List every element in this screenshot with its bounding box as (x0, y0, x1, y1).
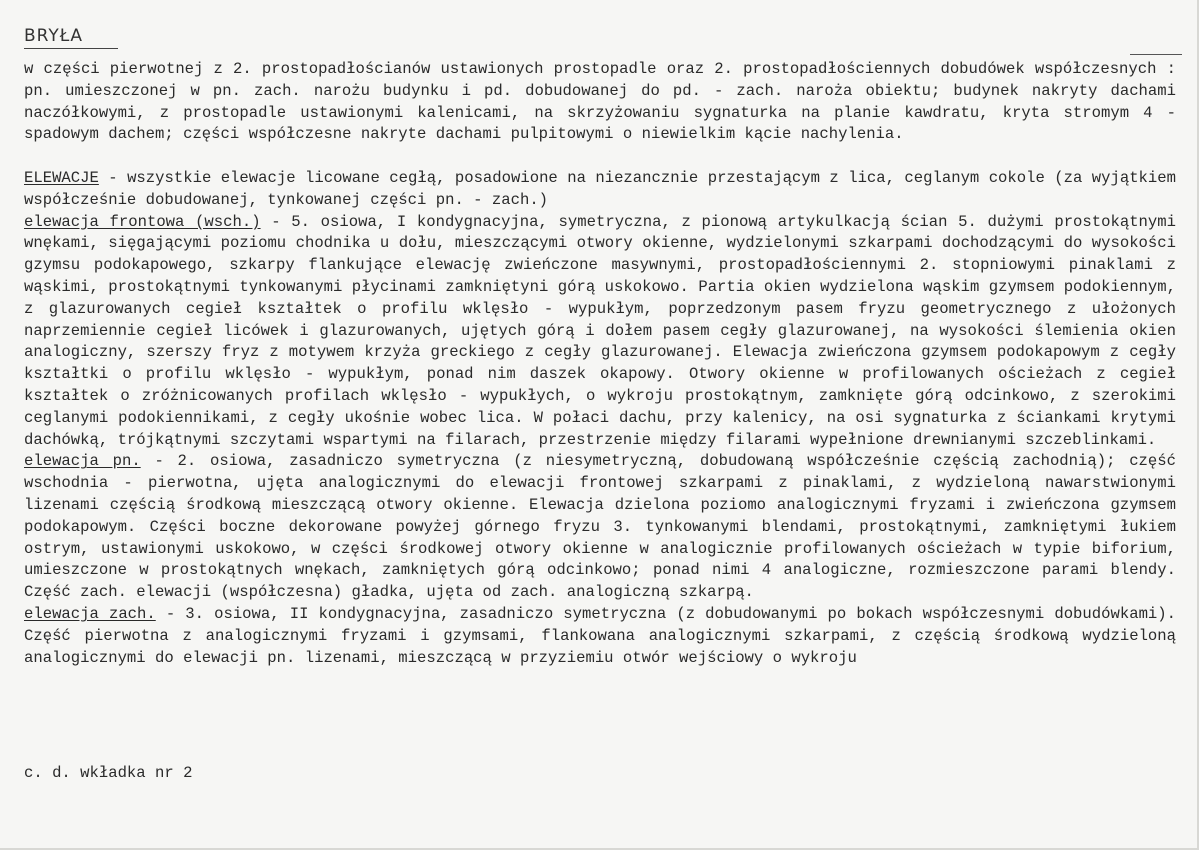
frontowa-paragraph (24, 212, 1176, 452)
zach-text: - 3. osiowa, II kondygnacyjna, zasadniczo symetryczna (z dobudowanymi po bokach współczesnymi dobudówkami). Część pierwotna z analogicznymi fryzami i gzymsami, flankowana analogicznymi szkarpami, z częścią środkową wydzieloną analogicznymi do elewacji pn. lizenami, mieszczącą w przyziemiu otwór wejściowy o wykroju (24, 604, 1176, 667)
continued-note: c. d. wkładka nr 2 (24, 764, 193, 782)
title-underline (24, 48, 118, 49)
paragraph-gap (24, 146, 1176, 168)
frontowa-heading: elewacja frontowa (wsch.) (24, 212, 261, 231)
corner-rule (1130, 54, 1182, 55)
zach-heading: elewacja zach. (24, 604, 156, 623)
document-body (24, 59, 1176, 669)
elewacje-paragraph (24, 168, 1176, 212)
pn-heading: elewacja pn. (24, 452, 141, 471)
bryla-paragraph: w części pierwotnej z 2. prostopadłościanów ustawionych prostopadle oraz 2. prostopadłościennych dobudówek współczesnych : pn. umieszczonej w pn. zach. narożu budynku i pd. dobudowanej do pd. - zach. naroża obiektu; budynek nakryty dachami naczółkowymi, z prostopadle ustawionymi kalenicami, na skrzyżowaniu sygnaturka na planie kawdratu, kryta stromym 4 -spadowym dachem; części współczesne nakryte dachami pulpitowymi o niewielkim kącie nachylenia. (24, 60, 1176, 144)
pn-text: - 2. osiowa, zasadniczo symetryczna (z niesymetryczną, dobudowaną współcześnie częścią zachodnią); część wschodnia - pierwotna, ujęta analogicznymi do elewacji frontowej szkarpami z pinaklami, z wydzieloną nawarstwionymi lizenami częścią środkową mieszczącą otwory okienne. Elewacja dzielona poziomo analogicznymi fryzami i zwieńczona gzymsem podokapowym. Części boczne dekorowane powyżej górnego fryzu 3. tynkowanymi blendami, prostokątnymi, zamkniętymi łukiem ostrym, ustawionymi uskokowo, w części środkowej otwory okienne w analogicznie profilowanych ościeżach w typie biforium, umieszczone w prostokątnych wnękach, zamkniętych górą odcinkowo; ponad nimi 4 analogiczne, rozmieszczone parami blendy. Część zach. elewacji (współczesna) gładka, ujęta od zach. analogiczną szkarpą. (24, 452, 1176, 602)
handwritten-title: BRYŁA (24, 26, 83, 46)
zach-paragraph (24, 604, 1176, 669)
frontowa-text: - 5. osiowa, I kondygnacyjna, symetryczna, z pionową artykulkacją ścian 5. dużymi prostokątnymi wnękami, sięgającymi poziomu chodnika u dołu, mieszczącymi otwory okienne, wydzielonymi szkarpami dochodzącymi do wysokości gzymsu podokapowego, szkarpy flankujące elewację zwieńczone masywnymi, prostopadłościennymi 2. stopniowymi pinaklami z wąskimi, prostokątnymi tynkowanymi płycinami zamkniętyni górą uskokowo. Partia okien wydzielona wąskim gzymsem podokiennym, z glazurowanych cegieł kształtek o profilu wklęsło - wypukłym, poprzedzonym pasem fryzu geometrycznego z ułożonych naprzemiennie cegieł licówek i glazurowanych, ujętych górą i dołem pasem cegły glazurowanej, na wysokości ślemienia okien analogiczny, szerszy fryz z motywem krzyża greckiego z cegły glazurowanej. Elewacja zwieńczona gzymsem podokapowym z cegły kształtki o profilu wklęsło - wypukłym, ponad nim daszek okapowy. Otwory okienne w profilowanych ościeżach z cegieł kształtek o zróżnicowanych profilach wklęsło - wypukłych, o wykroju prostokątnym, zamknięte górą odcinkowo, z szerokimi ceglanymi podokiennikami, z cegły ukośnie wobec lica. W połaci dachu, przy kalenicy, na osi sygnaturka z ściankami krytymi dachówką, trójkątnymi szczytami wspartymi na filarach, przestrzenie między filarami wypełnione drewnianymi szczeblinkami. (24, 212, 1176, 449)
elewacje-text: - wszystkie elewacje licowane cegłą, posadowione na niezancznie przestającym z lica, ceglanym cokole (za wyjątkiem współcześnie dobudowanej, tynkowanej części pn. - zach.) (24, 168, 1176, 209)
pn-paragraph (24, 451, 1176, 604)
elewacje-heading: ELEWACJE (24, 168, 99, 187)
